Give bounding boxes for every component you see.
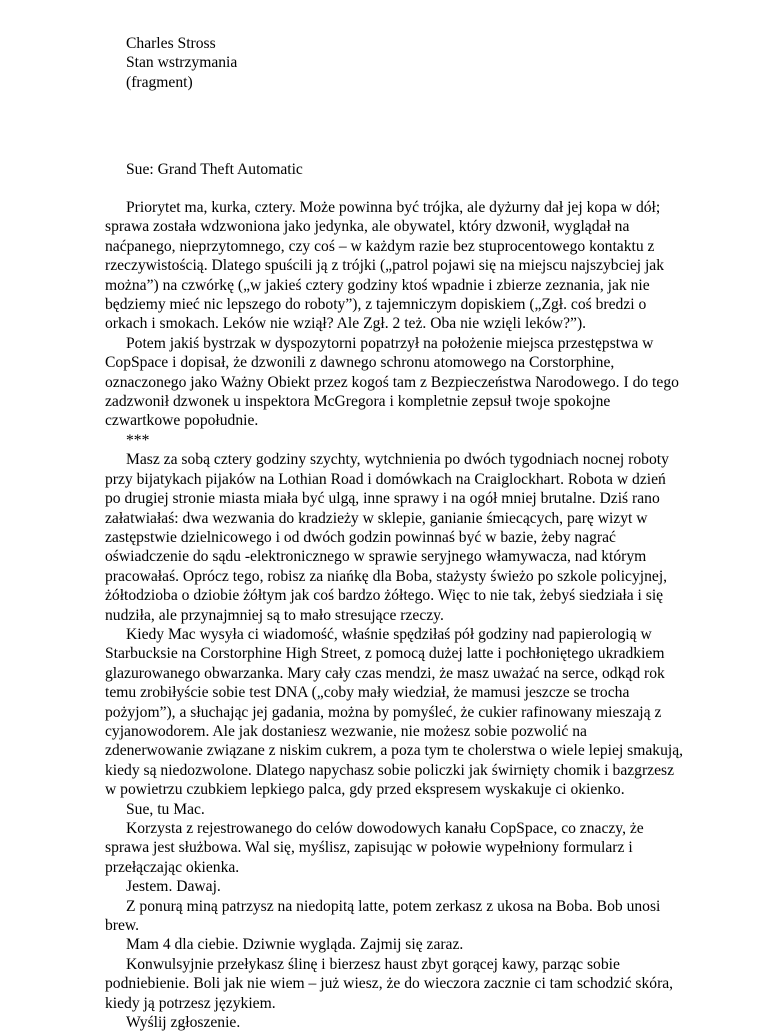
paragraph: Jestem. Dawaj.: [126, 878, 221, 896]
paragraph: Korzysta z rejestrowanego do celów dowodowych kanału CopSpace, co znaczy, że sprawa jest służbowa. Wal się, myślisz, zapisując w połowie wypełniony formularz i przełączając okienka.: [105, 820, 644, 876]
paragraph: Priorytet ma, kurka, cztery. Może powinna być trójka, ale dyżurny dał jej kopa w dół; sprawa została wdzwoniona jako jedynka, ale obywatel, który dzwonił, wyglądał na naćpanego, nieprzytomnego, czy coś – w każdym razie bez stuprocentowego kontaktu z rzeczywistością. Dlatego spuścili ją z trójki („patrol pojawi się na miejscu najszybciej jak można”) na czwórkę („w jakieś cztery godziny ktoś wpadnie i zbierze zeznania, jak nie będziemy mieć nic lepszego do roboty”), z tajemniczym dopiskiem („Zgł. coś bredzi o orkach i smokach. Leków nie wziął? Ale Zgł. 2 też. Oba nie wzięli leków?”).: [105, 199, 665, 333]
paragraph: Z ponurą miną patrzysz na niedopitą latte, potem zerkasz z ukosa na Boba. Bob unosi brew.: [105, 897, 661, 935]
author-name: Charles Stross: [126, 35, 216, 52]
section-separator: ***: [126, 431, 150, 449]
paragraph: Sue, tu Mac.: [126, 800, 205, 818]
paragraph: Potem jakiś bystrzak w dyspozytorni popatrzył na położenie miejsca przestępstwa w CopSpace i dopisał, że dzwonili z dawnego schronu atomowego na Corstorphine, oznaczonego jako Ważny Obiekt przez kogoś tam z Bezpieczeństwa Narodowego. I do tego zadzwonił dzwonek u inspektora McGregora i kompletnie zepsuł twoje spokojne czwartkowe popołudnie.: [105, 334, 679, 430]
book-title: Stan wstrzymania: [126, 54, 238, 72]
paragraph: Mam 4 dla ciebie. Dziwnie wygląda. Zajmij się zaraz.: [126, 936, 464, 954]
fragment-note: (fragment): [126, 73, 193, 91]
paragraph: Konwulsyjnie przełykasz ślinę i bierzesz haust zbyt gorącej kawy, parząc sobie podniebienie. Boli jak nie wiem – już wiesz, że do wieczora zacznie ci tam schodzić skóra, kiedy ją potrzesz językiem.: [105, 955, 674, 1012]
paragraph: Wyślij zgłoszenie.: [126, 1014, 241, 1032]
document-body: [105, 198, 685, 1032]
paragraph: Kiedy Mac wysyła ci wiadomość, właśnie spędziłaś pół godziny nad papierologią w Starbucksie na Corstorphine High Street, z pomocą dużej latte i pochłoniętego ukradkiem glazurowanego obwarzanka. Mary cały czas mendzi, że masz uważać na serce, odkąd rok temu zrobiłyście sobie test DNA („coby mały wiedział, że mamusi jeszcze se trocha pożyjom”), a słuchając jej gadania, można by pomyśleć, że cukier rafinowany mieszają z cyjanowodorem. Ale jak dostaniesz wezwanie, nie możesz sobie pozwolić na zdenerwowanie związane z niskim cukrem, a poza tym te cholerstwa o wiele lepiej smakują, kiedy są niedozwolone. Dlatego napychasz sobie policzki jak świrnięty chomik i bazgrzesz w powietrzu czubkiem lepkiego palca, gdy przed ekspresem wyskakuje ci okienko.: [105, 625, 684, 799]
paragraph: Masz za sobą cztery godziny szychty, wytchnienia po dwóch tygodniach nocnej roboty przy bijatykach pijaków na Lothian Road i domówkach na Craiglockhart. Robota w dzień po drugiej stronie miasta miała być ulgą, inne sprawy i na ogół mniej brutalne. Dziś rano załatwiałaś: dwa wezwania do kradzieży w sklepie, ganianie śmiecących, parę wizyt w zastępstwie dzielnicowego i od dwóch godzin powinnaś być w bazie, żeby nagrać oświadczenie do sądu -elektronicznego w sprawie seryjnego włamywacza, nad którym pracowałaś. Oprócz tego, robisz za niańkę dla Boba, stażysty świeżo po szkole policyjnej, żółtodzioba o dziobie żółtym jak coś bardzo żółtego. Więc to nie tak, żebyś siedziała i się nudziła, ale przynajmniej są to mało stresujące rzeczy.: [105, 451, 669, 624]
section-title: Sue: Grand Theft Automatic: [126, 161, 303, 178]
document-header: [126, 34, 237, 92]
